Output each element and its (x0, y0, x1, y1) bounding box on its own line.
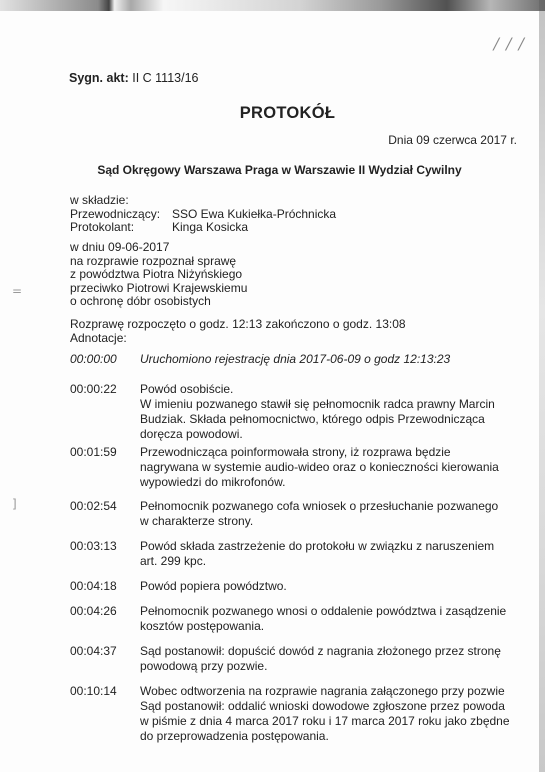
annotations-label: Adnotacje: (70, 330, 127, 345)
case-signature (69, 71, 198, 85)
entry-time: 00:00:22 (70, 382, 117, 396)
clerk-row (70, 221, 336, 235)
case-block (70, 241, 247, 309)
entry-time: 00:03:13 (70, 539, 117, 553)
minutes-entry (70, 539, 510, 579)
entry-text: Powód popiera powództwo. (140, 579, 287, 593)
entry-time: 00:04:26 (70, 604, 117, 618)
scan-artifact-top (0, 0, 545, 11)
entry-time: 00:04:37 (70, 644, 117, 658)
entry-text: Przewodnicząca poinformowała strony, iż rozprawa będzie nagrywana w systemie audio-wideo oraz o konieczności kierowania wypowiedzi do mikrofonów. (140, 445, 499, 489)
session-times: Rozprawę rozpoczęto o godz. 12:13 zakończono o godz. 13:08 (70, 317, 406, 331)
entry-time: 00:02:54 (70, 499, 117, 513)
minutes-entry (70, 382, 510, 445)
handwritten-mark: / / / (493, 34, 525, 53)
minutes-entry (70, 644, 510, 684)
clerk-name: Kinga Kosicka (172, 220, 249, 234)
chair-label: Przewodniczący: (70, 206, 161, 221)
minutes-entry (70, 579, 510, 604)
composition-block (70, 194, 336, 235)
composition-intro: w składzie: (70, 193, 129, 207)
entry-text: Wobec odtworzenia na rozprawie nagrania załączonego przy pozwie Sąd postanowił: oddalić wnioski dowodowe zgłoszone przez powoda w piśmie z dnia 4 marca 2017 roku i 17 marca 2017 roku jako zbędne do przeprowadzenia postępowania. (140, 684, 510, 743)
margin-mark-1: = (12, 284, 23, 298)
entry-time: 00:04:18 (70, 579, 117, 593)
entry-text: Pełnomocnik pozwanego wnosi o oddalenie powództwa i zasądzenie kosztów postępowania. (140, 604, 507, 633)
minutes-entry (70, 684, 510, 754)
entry-text: Powód osobiście. W imieniu pozwanego stawił się pełnomocnik radca prawny Marcin Budziak. Składa pełnomocnictwo, którego odpis Przewodnicząca doręcza powodowi. (140, 382, 495, 441)
chair-row (70, 208, 336, 222)
minutes-entry (70, 499, 510, 539)
minutes-entries (70, 352, 510, 754)
entry-text: Powód składa zastrzeżenie do protokołu w związku z naruszeniem art. 299 kpc. (140, 539, 495, 568)
court-name: Sąd Okręgowy Warszawa Praga w Warszawie II Wydział Cywilny (97, 163, 462, 177)
minutes-entry (70, 445, 510, 499)
chair-name: SSO Ewa Kukiełka-Próchnicka (172, 206, 337, 221)
case-line-plaintiff: z powództwa Piotra Niżyńskiego (70, 267, 243, 281)
case-line-subject: o ochronę dóbr osobistych (70, 294, 211, 308)
case-signature-label: Sygn. akt: (69, 71, 129, 85)
minutes-entry (70, 604, 510, 644)
session-block (70, 318, 406, 345)
minutes-entry (70, 352, 510, 382)
clerk-label: Protokolant: (70, 220, 135, 234)
case-line-date: w dniu 09-06-2017 (70, 240, 170, 254)
entry-time: 00:00:00 (70, 352, 117, 366)
entry-text: Pełnomocnik pozwanego cofa wniosek o przesłuchanie pozwanego w charakterze strony. (140, 499, 499, 528)
case-line-hearing: na rozprawie rozpoznał sprawę (70, 253, 237, 268)
entry-text: Sąd postanowił: dopuścić dowód z nagrania złożonego przez stronę powodową przy pozwie. (140, 644, 501, 673)
entry-time: 00:10:14 (70, 684, 117, 698)
entry-time: 00:01:59 (70, 445, 117, 459)
entry-text: Uruchomiono rejestrację dnia 2017-06-09 o godz 12:13:23 (140, 352, 451, 366)
case-line-defendant: przeciwko Piotrowi Krajewskiemu (70, 280, 248, 295)
margin-mark-2: ] (12, 497, 17, 511)
case-signature-value: II C 1113/16 (128, 71, 199, 85)
document-title: PROTOKÓŁ (239, 104, 336, 122)
document-date: Dnia 09 czerwca 2017 r. (388, 133, 517, 147)
